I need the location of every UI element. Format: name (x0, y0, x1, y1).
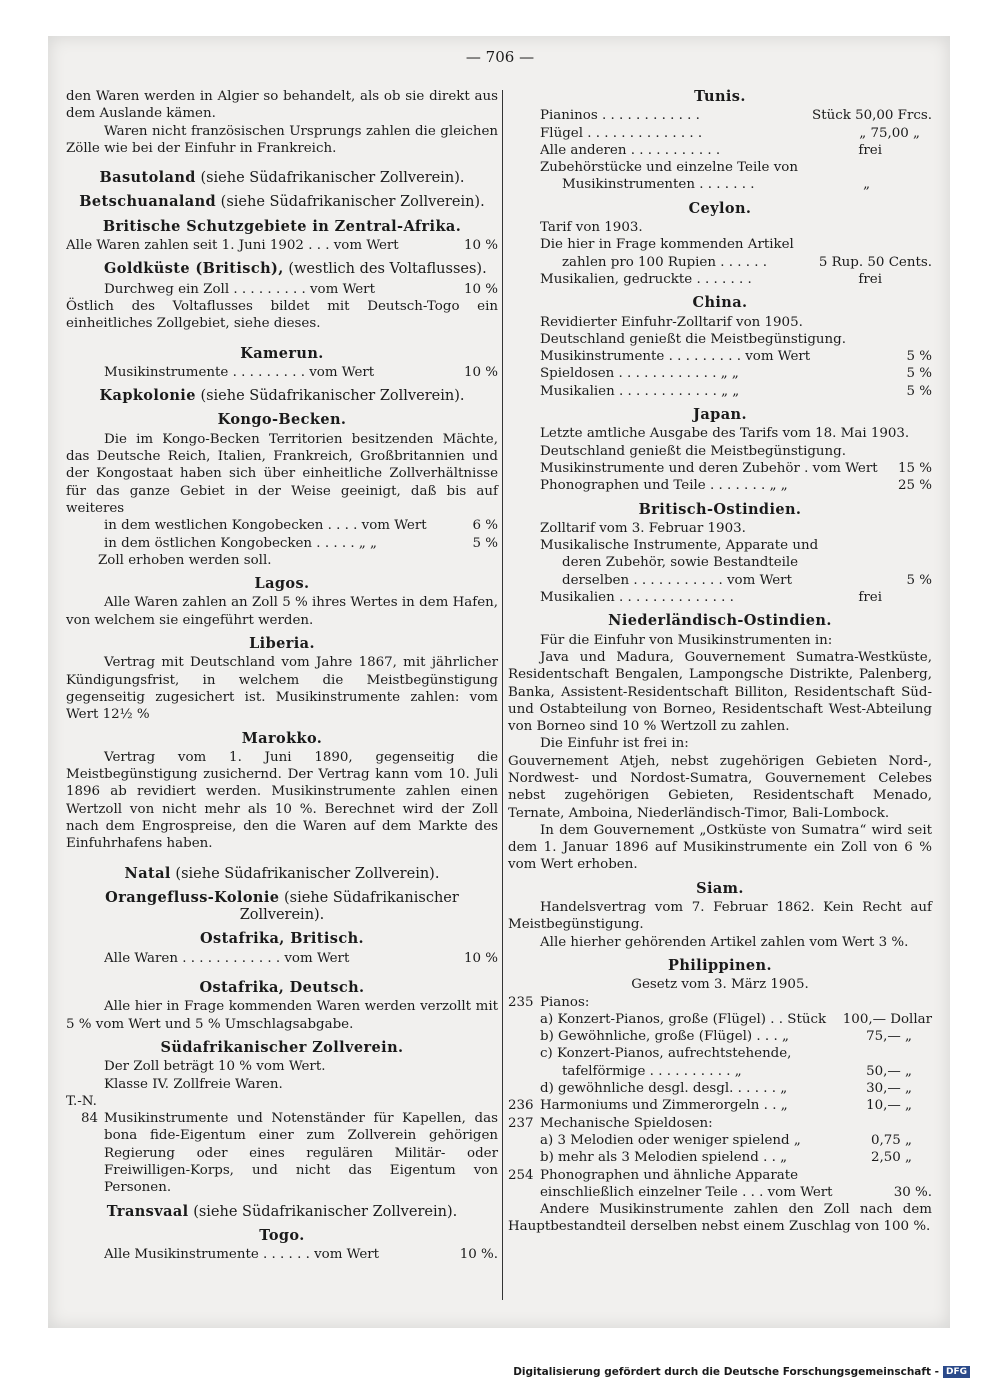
kongo-west-rate: in dem westlichen Kongobecken . . . . vom Wert 6 % (104, 518, 498, 534)
ph-end: Andere Musikinstrumente zahlen den Zoll nach dem Hauptbestandteil derselben nebst einem Zuschlag von 100 %. (508, 1202, 932, 1235)
tunis-row-fluegel: Flügel . . . . . . . . . . . . . . „ 75,00 „ (540, 125, 920, 141)
japan-heading: Japan. (693, 406, 747, 424)
ceylon-row-musikalien: Musikalien, gedruckte . . . . . . . frei (540, 271, 882, 287)
ph-235-c2: tafelförmige . . . . . . . . . . „ 50,— „ (562, 1063, 912, 1079)
niederl-p4: Gouvernement Atjeh, nebst zugehörigen Gebieten Nord-, Nordwest- und Nordost-Sumatra, Gouvernement Celebes nebst zugehörigen Gebieten, Residentschaft Menado, Ternate, Amboina, Niederländisch-Timor, Bali-Lombock. (508, 753, 932, 821)
transvaal-heading: Transvaal (siehe Südafrikanischer Zollverein). (106, 1202, 458, 1220)
britische-rate: Alle Waren zahlen seit 1. Juni 1902 . . . vom Wert 10 % (66, 238, 498, 254)
ph-235-b: b) Gewöhnliche, große (Flügel) . . . „ 75,— „ (540, 1029, 912, 1045)
siam-p1: Handelsvertrag vom 7. Februar 1862. Kein Recht auf Meistbegünstigung. (508, 900, 932, 933)
togo-rate: Alle Musikinstrumente . . . . . . vom Wert 10 %. (104, 1247, 498, 1263)
right-column (508, 88, 932, 1236)
ostafrika-dt-heading: Ostafrika, Deutsch. (199, 979, 365, 997)
ceylon-row-rate: zahlen pro 100 Rupien . . . . . . 5 Rup. 50 Cents. (562, 254, 932, 270)
intro-text: den Waren werden in Algier so behandelt, als ob sie direkt aus dem Auslande kämen. (66, 89, 498, 122)
britisch-ostindien-heading: Britisch-Ostindien. (638, 500, 802, 518)
kongo-end: Zoll erhoben werden soll. (98, 552, 272, 568)
niederl-p3: Die Einfuhr ist frei in: (540, 736, 689, 752)
ph-254-b: einschließlich einzelner Teile . . . vom Wert 30 %. (540, 1184, 932, 1200)
bo-line2: Musikalische Instrumente, Apparate und (540, 538, 819, 554)
natal-heading: Natal (siehe Südafrikanischer Zollverein). (124, 864, 440, 882)
niederl-p2: Java und Madura, Gouvernement Sumatra-Westküste, Residentschaft Bengalen, Lampongsche Distrikte, Palenberg, Banka, Assistent-Residentschaft Billiton, Residentschaft Süd- und Ostabteilung von Borneo, Residentschaft West-Abteilung von Borneo sind 10 % Wertzoll zu zahlen. (508, 649, 932, 735)
china-heading: China. (692, 294, 748, 312)
ph-254: 254 Phonographen und ähnliche Apparate (508, 1167, 799, 1183)
niederl-p5: In dem Gouvernement „Ostküste von Sumatra“ wird seit dem 1. Januar 1896 auf Musikinstrumente ein Zoll von 6 % vom Wert erhoben. (508, 822, 932, 873)
ph-237-b: b) mehr als 3 Melodien spielend . . „ 2,50 „ (540, 1150, 912, 1166)
bo-row-derselben: derselben . . . . . . . . . . . vom Wert 5 % (562, 572, 932, 588)
japan-row-musikinstr: Musikinstrumente und deren Zubehör . vom Wert 15 % (540, 460, 932, 476)
bo-line1: Zolltarif vom 3. Februar 1903. (540, 520, 746, 536)
kongo-heading: Kongo-Becken. (217, 411, 347, 429)
britische-heading: Britische Schutzgebiete in Zentral-Afrika. (102, 217, 462, 235)
lagos-text: Alle Waren zahlen an Zoll 5 % ihres Wertes in dem Hafen, von welchem sie eingeführt werden. (66, 595, 498, 628)
siam-heading: Siam. (696, 879, 744, 897)
kapkolonie-heading: Kapkolonie (siehe Südafrikanischer Zollverein). (99, 387, 465, 405)
suedafrika-heading: Südafrikanischer Zollverein. (160, 1038, 404, 1056)
ph-237: 237 Mechanische Spieldosen: (508, 1115, 713, 1131)
ph-235: 235 Pianos: (508, 994, 590, 1010)
china-line2: Deutschland genießt die Meistbegünstigung. (540, 331, 846, 347)
ceylon-line2: Die hier in Frage kommenden Artikel (540, 237, 794, 253)
tunis-row-musikinstr: Musikinstrumenten . . . . . . . „ (562, 177, 870, 193)
suedafrika-entry-84: 84 Musikinstrumente und Notenständer für Kapellen, das bona fide-Eigentum einer zum Zollverein gehörigen Regierung oder eines regulären Militär- oder Freiwilligen-Korps, und nicht das Eigentum von Personen. (80, 1111, 498, 1196)
siam-p2: Alle hierher gehörenden Artikel zahlen vom Wert 3 %. (540, 934, 909, 950)
marokko-text: Vertrag vom 1. Juni 1890, gegenseitig die Meistbegünstigung zusichernd. Der Vertrag kann vom 10. Juli 1896 ab revidiert werden. Musikinstrumente zahlen einen Wertzoll von nicht mehr als 10 %. Berechnet wird der Zoll nach dem Engrospreise, den die Waren auf dem Markte des Einfuhrhafens haben. (66, 749, 498, 852)
ph-235-c: c) Konzert-Pianos, aufrechtstehende, (540, 1046, 792, 1062)
goldkueste-text: Östlich des Voltaflusses bildet mit Deutsch-Togo ein einheitliches Zollgebiet, siehe dieses. (66, 298, 498, 332)
japan-row-phono: Phonographen und Teile . . . . . . . „ „ 25 % (540, 478, 932, 494)
japan-line2: Deutschland genießt die Meistbegünstigung. (540, 443, 846, 459)
togo-heading: Togo. (259, 1226, 305, 1244)
suedafrika-line1: Der Zoll beträgt 10 % vom Wert. (104, 1059, 326, 1075)
kamerun-rate: Musikinstrumente . . . . . . . . . vom Wert 10 % (104, 364, 498, 380)
tunis-heading: Tunis. (694, 88, 746, 105)
intro-text-2: Waren nicht französischen Ursprungs zahlen die gleichen Zölle wie bei der Einfuhr in Frankreich. (66, 123, 498, 156)
ph-236: 236 Harmoniums und Zimmerorgeln . . „ 10,— „ (508, 1098, 912, 1114)
kongo-east-rate: in dem östlichen Kongobecken . . . . . „ „ 5 % (104, 535, 498, 551)
suedafrika-line2: Klasse IV. Zollfreie Waren. (104, 1076, 283, 1092)
goldkueste-rate: Durchweg ein Zoll . . . . . . . . . vom Wert 10 % (104, 281, 498, 297)
tunis-row-pianinos: Pianinos . . . . . . . . . . . . Stück 50,00 Frcs. (540, 108, 932, 124)
ceylon-line1: Tarif von 1903. (540, 220, 643, 236)
niederl-p1: Für die Einfuhr von Musikinstrumenten in: (540, 632, 833, 648)
ostafrika-brit-heading: Ostafrika, Britisch. (199, 930, 364, 948)
philippinen-sub: Gesetz vom 3. März 1905. (631, 977, 809, 993)
philippinen-heading: Philippinen. (668, 956, 772, 974)
tunis-row-andere: Alle anderen . . . . . . . . . . . frei (540, 142, 882, 158)
orange-heading: Orangefluss-Kolonie (siehe Südafrikanischer Zollverein). (105, 888, 459, 924)
marokko-heading: Marokko. (241, 729, 323, 747)
china-row-musikinstr: Musikinstrumente . . . . . . . . . vom Wert 5 % (540, 349, 932, 365)
china-row-spieldosen: Spieldosen . . . . . . . . . . . . „ „ 5 % (540, 366, 932, 382)
china-line1: Revidierter Einfuhr-Zolltarif von 1905. (540, 314, 803, 330)
ostafrika-brit-rate: Alle Waren . . . . . . . . . . . . vom Wert 10 % (104, 950, 498, 966)
ph-237-a: a) 3 Melodien oder weniger spielend „ 0,75 „ (540, 1132, 912, 1148)
japan-line1: Letzte amtliche Ausgabe des Tarifs vom 18. Mai 1903. (540, 426, 910, 442)
left-column (66, 88, 498, 1264)
bo-row-musikalien: Musikalien . . . . . . . . . . . . . . frei (540, 590, 882, 606)
china-row-musikalien: Musikalien . . . . . . . . . . . . „ „ 5 % (540, 383, 932, 399)
goldkueste-heading: Goldküste (Britisch), (westlich des Voltaflusses). (104, 260, 487, 278)
page-number: — 706 — (465, 48, 535, 66)
tunis-row-zubehoer: Zubehörstücke und einzelne Teile von (540, 160, 798, 176)
liberia-text: Vertrag mit Deutschland vom Jahre 1867, mit jährlicher Kündigungsfrist, in welchem die Meistbegünstigung gegenseitig zugesichert ist. Musikinstrumente zahlen: vom Wert 12½ % (66, 655, 498, 723)
niederl-heading: Niederländisch-Ostindien. (608, 612, 832, 630)
ostafrika-dt-text: Alle hier in Frage kommenden Waren werden verzollt mit 5 % vom Wert und 5 % Umschlagsabgabe. (66, 999, 498, 1032)
ceylon-heading: Ceylon. (688, 199, 752, 217)
ph-235-a: a) Konzert-Pianos, große (Flügel) . . Stück 100,— Dollar (540, 1011, 932, 1027)
suedafrika-tn: T.-N. (66, 1093, 97, 1109)
basutoland-heading: Basutoland (siehe Südafrikanischer Zollverein). (99, 169, 465, 187)
ph-235-d: d) gewöhnliche desgl. desgl. . . . . . „ 30,— „ (540, 1081, 912, 1097)
liberia-heading: Liberia. (249, 635, 315, 653)
footer-credit (513, 1366, 970, 1378)
betschuanaland-heading: Betschuanaland (siehe Südafrikanischer Zollverein). (79, 193, 485, 211)
lagos-heading: Lagos. (254, 575, 310, 593)
column-divider (502, 90, 503, 1300)
bo-line3: deren Zubehör, sowie Bestandteile (562, 555, 799, 571)
dfg-logo: DFG (943, 1366, 970, 1378)
kamerun-heading: Kamerun. (240, 344, 324, 362)
kongo-text: Die im Kongo-Becken Territorien besitzenden Mächte, das Deutsche Reich, Italien, Frankreich, Großbritannien und der Kongostaat haben sich über einheitliche Zollverhältnisse für das ganze Gebiet in der Weise geeinigt, daß bis auf weiteres (66, 431, 498, 516)
footer-text: Digitalisierung gefördert durch die Deutsche Forschungsgemeinschaft - (513, 1366, 939, 1378)
